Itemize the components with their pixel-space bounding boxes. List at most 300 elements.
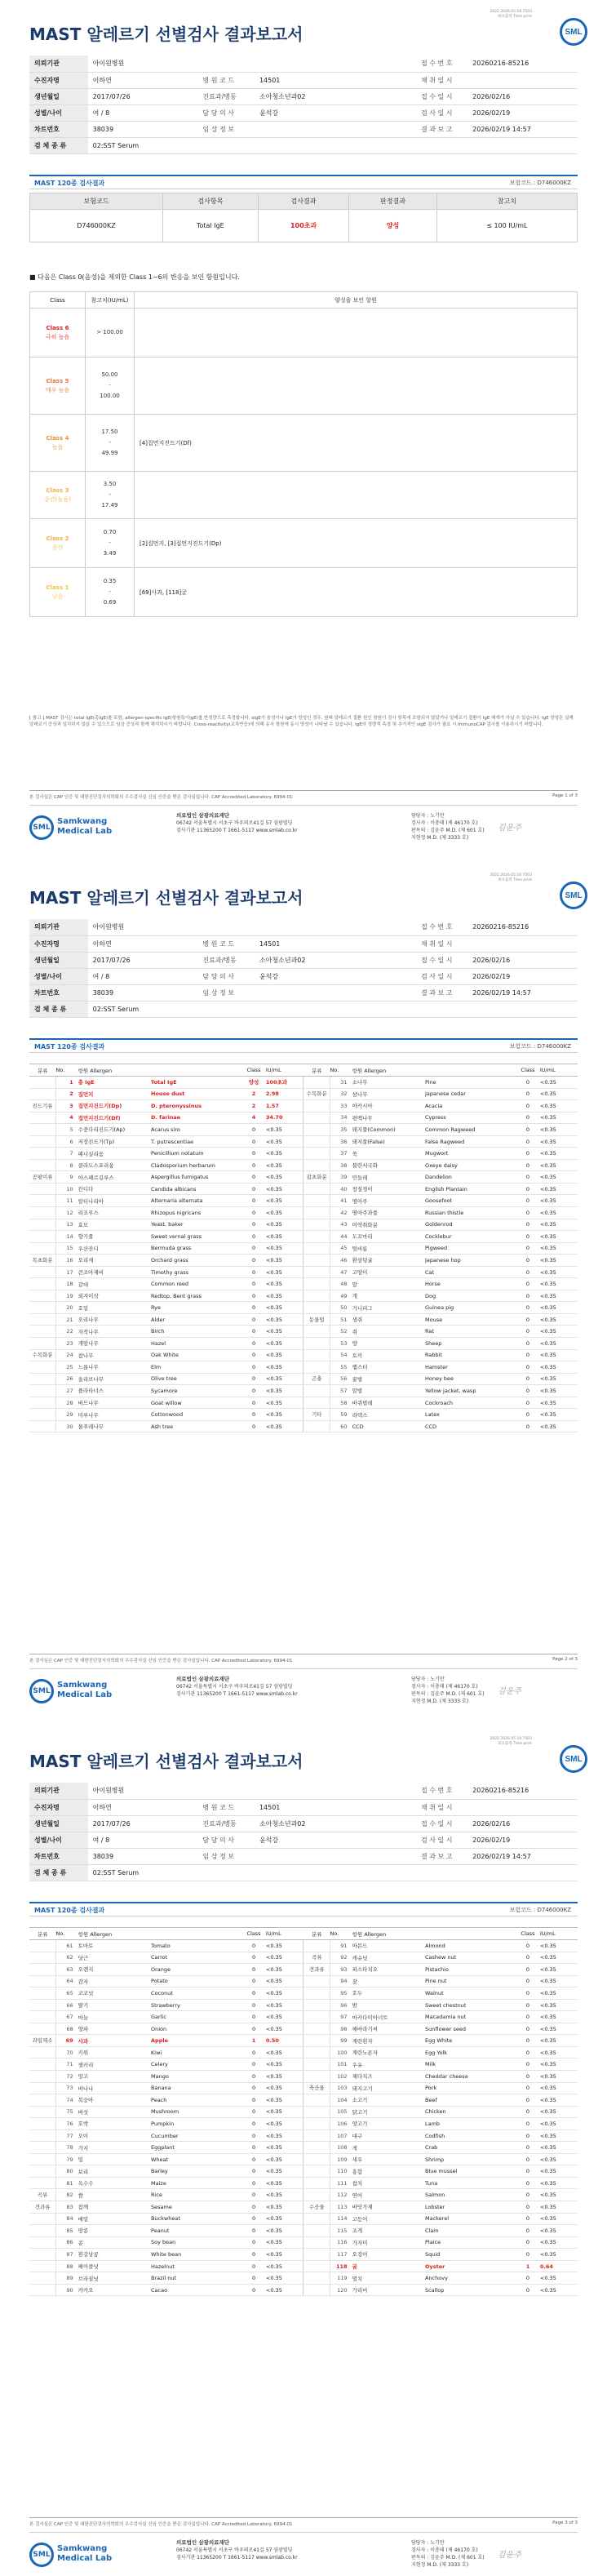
allergen-name-ko: 알터나리아 bbox=[78, 1195, 151, 1207]
info-k2: 진료과/병동 bbox=[197, 1815, 255, 1832]
sml-logo: SML bbox=[560, 18, 587, 46]
info-row bbox=[29, 1799, 578, 1815]
allergen-name-en: Salmon bbox=[425, 2189, 516, 2201]
allergen-row bbox=[29, 1975, 578, 1988]
info-k2 bbox=[197, 1001, 255, 1017]
report-page-3 bbox=[0, 1727, 607, 2576]
allergen-class: 0 bbox=[516, 2082, 540, 2094]
allergen-name-ko: 우유 bbox=[352, 2059, 425, 2071]
sml-logo: SML bbox=[560, 1745, 587, 1773]
allergen-row bbox=[29, 1278, 578, 1290]
info-v2 bbox=[255, 1864, 416, 1881]
allergen-row bbox=[29, 1255, 578, 1267]
col-header: 분류 bbox=[304, 1928, 330, 1940]
allergen-value: <0.35 bbox=[540, 2272, 578, 2285]
allergen-class: 0 bbox=[241, 1183, 266, 1195]
allergen-name-ko: 딸기 bbox=[78, 1999, 151, 2011]
info-k3: 검 사 일 시 bbox=[416, 104, 467, 121]
allergen-name-en: Cladosporium herbarum bbox=[151, 1159, 241, 1171]
allergen-row bbox=[29, 1148, 578, 1160]
allergen-class: 0 bbox=[516, 2177, 540, 2189]
allergen-no: 82 bbox=[56, 2189, 78, 2201]
allergen-no: 33 bbox=[330, 1100, 352, 1113]
allergen-no: 28 bbox=[56, 1397, 78, 1409]
allergen-value: <0.35 bbox=[266, 2011, 304, 2023]
allergen-no: 60 bbox=[330, 1420, 352, 1432]
allergen-group bbox=[29, 1148, 56, 1160]
allergen-name-en: Hazelnut bbox=[151, 2260, 241, 2272]
allergen-class: 0 bbox=[516, 1952, 540, 1964]
allergen-row bbox=[29, 1135, 578, 1148]
allergen-name-en: Sesame bbox=[151, 2201, 241, 2214]
allergen-no: 106 bbox=[330, 2118, 352, 2130]
info-k1: 수진자명 bbox=[29, 72, 88, 88]
allergen-name-en: Milk bbox=[425, 2059, 516, 2071]
allergen-group bbox=[29, 1219, 56, 1231]
allergen-group bbox=[29, 1952, 56, 1964]
class-label: Class 4 높음 bbox=[30, 415, 86, 472]
allergen-name-ko: 소고기 bbox=[352, 2094, 425, 2107]
col-header: 양성을 보인 항원 bbox=[135, 292, 578, 309]
col-header: 분류 bbox=[29, 1928, 56, 1940]
allergen-name-en: Wheat bbox=[151, 2153, 241, 2165]
allergen-group bbox=[304, 2165, 330, 2178]
allergen-value: <0.35 bbox=[540, 2236, 578, 2249]
info-v2 bbox=[255, 1783, 416, 1799]
allergen-no: 43 bbox=[330, 1219, 352, 1231]
allergen-row bbox=[29, 1183, 578, 1195]
allergen-group bbox=[304, 2260, 330, 2272]
allergen-name-en: Cypress bbox=[425, 1112, 516, 1124]
result-reference: ≤ 100 IU/mL bbox=[436, 210, 577, 242]
allergen-group bbox=[304, 1361, 330, 1374]
info-v1: 38039 bbox=[88, 984, 198, 1001]
allergen-name-ko: 우산잔디 bbox=[78, 1242, 151, 1255]
allergen-name-en: Goosefoot bbox=[425, 1195, 516, 1207]
allergen-name-en: Cat bbox=[425, 1266, 516, 1278]
allergen-no: 55 bbox=[330, 1361, 352, 1374]
allergen-name-ko: 가지 bbox=[78, 2142, 151, 2154]
info-v2 bbox=[255, 121, 416, 137]
allergen-name-en: Pumpkin bbox=[151, 2118, 241, 2130]
allergen-value: <0.35 bbox=[540, 1159, 578, 1171]
allergen-no: 37 bbox=[330, 1148, 352, 1160]
allergen-class: 0 bbox=[241, 1999, 266, 2011]
samkwang-logo: SML bbox=[29, 2543, 54, 2567]
allergen-class: 0 bbox=[241, 1420, 266, 1432]
allergen-name-ko: 오이 bbox=[78, 2130, 151, 2142]
info-k2 bbox=[197, 56, 255, 72]
result-cell: D746000KZ bbox=[30, 210, 163, 242]
allergen-name-en: Acarus siro bbox=[151, 1124, 241, 1136]
allergen-name-en: English Plantain bbox=[425, 1183, 516, 1195]
allergen-class: 0 bbox=[516, 1088, 540, 1100]
info-v2 bbox=[255, 137, 416, 153]
allergen-no: 102 bbox=[330, 2071, 352, 2083]
allergen-class: 0 bbox=[241, 2023, 266, 2035]
allergen-no: 40 bbox=[330, 1183, 352, 1195]
allergen-value: <0.35 bbox=[266, 1135, 304, 1148]
allergen-no: 9 bbox=[56, 1171, 78, 1184]
allergen-name-en: Aspergillus fumigatus bbox=[151, 1171, 241, 1184]
allergen-class: 0 bbox=[241, 1940, 266, 1952]
allergen-no: 72 bbox=[56, 2071, 78, 2083]
allergen-name-en: Pine nut bbox=[425, 1975, 516, 1988]
allergen-row bbox=[29, 2201, 578, 2214]
allergen-name-ko: 삼나무 bbox=[352, 1088, 425, 1100]
allergen-name-en: Rabbit bbox=[425, 1349, 516, 1361]
allergen-value: <0.35 bbox=[540, 2106, 578, 2118]
allergen-class: 0 bbox=[516, 1278, 540, 1290]
allergen-no: 113 bbox=[330, 2201, 352, 2214]
allergen-name-en: Redtop, Bent grass bbox=[151, 1290, 241, 1302]
allergen-class: 0 bbox=[516, 1266, 540, 1278]
allergen-name-ko: 창질경이 bbox=[352, 1183, 425, 1195]
allergen-name-en: Lamb bbox=[425, 2118, 516, 2130]
allergen-no: 25 bbox=[56, 1361, 78, 1374]
col-header: 검사항목 bbox=[162, 193, 258, 210]
section-title: MAST 120종 검사결과 bbox=[34, 1907, 105, 1914]
allergen-group bbox=[29, 1088, 56, 1100]
allergen-value: <0.35 bbox=[266, 2142, 304, 2154]
allergen-name-ko: 콩 bbox=[78, 2236, 151, 2249]
allergen-name-ko: 총 IgE bbox=[78, 1077, 151, 1089]
allergen-group bbox=[29, 1278, 56, 1290]
col-header: No. bbox=[330, 1928, 352, 1940]
allergen-name-en: Celery bbox=[151, 2059, 241, 2071]
allergen-name-ko: 쑥 bbox=[352, 1148, 425, 1160]
allergen-group bbox=[29, 1385, 56, 1397]
info-v1: 2017/07/26 bbox=[88, 952, 198, 968]
allergen-class: 0 bbox=[241, 2201, 266, 2214]
allergen-group bbox=[304, 2189, 330, 2201]
allergen-name-en: Cashew nut bbox=[425, 1952, 516, 1964]
allergen-class: 0 bbox=[241, 1207, 266, 1219]
allergen-value: 0.64 bbox=[540, 2260, 578, 2272]
info-v3: 2026/02/19 bbox=[467, 968, 578, 984]
allergen-class: 0 bbox=[241, 1338, 266, 1350]
info-k3: 검 사 일 시 bbox=[416, 1832, 467, 1848]
col-header: 분류 bbox=[304, 1064, 330, 1077]
allergen-class: 0 bbox=[241, 1302, 266, 1314]
report-page-1 bbox=[0, 0, 607, 849]
report-title: MAST 알레르기 선별검사 결과보고서 bbox=[29, 24, 304, 44]
allergen-name-ko: 말 bbox=[352, 1278, 425, 1290]
allergen-group bbox=[304, 1100, 330, 1113]
info-k2 bbox=[197, 1864, 255, 1881]
allergen-name-en: Beef bbox=[425, 2094, 516, 2107]
col-header: No. bbox=[56, 1064, 78, 1077]
allergen-value: <0.35 bbox=[266, 1385, 304, 1397]
allergen-name-ko: 돼지고기 bbox=[352, 2082, 425, 2094]
allergen-value: <0.35 bbox=[266, 1207, 304, 1219]
allergen-group bbox=[304, 1420, 330, 1432]
allergen-value: <0.35 bbox=[266, 2094, 304, 2107]
allergen-name-en: Honey bee bbox=[425, 1373, 516, 1385]
allergen-no: 5 bbox=[56, 1124, 78, 1136]
col-header: 분류 bbox=[29, 1064, 56, 1077]
allergen-value: <0.35 bbox=[266, 2118, 304, 2130]
lab-signers: 담당자 : 노기만 검사자 : 이충태 (제 46170 호) 판독의 : 김윤주 M.D. (제 601 호) 지현정 M.D. (제 3333 호) bbox=[411, 2540, 485, 2568]
allergen-class: 0 bbox=[241, 1135, 266, 1148]
allergen-value: <0.35 bbox=[540, 1373, 578, 1385]
allergen-class: 0 bbox=[516, 1338, 540, 1350]
allergen-name-en: Alder bbox=[151, 1313, 241, 1326]
allergen-name-ko: 호밀 bbox=[78, 1302, 151, 1314]
info-k3 bbox=[416, 1001, 467, 1017]
allergen-group bbox=[29, 1964, 56, 1976]
allergen-value: <0.35 bbox=[540, 2118, 578, 2130]
allergen-name-en: Oyster bbox=[425, 2260, 516, 2272]
allergen-group bbox=[304, 2071, 330, 2083]
col-header: No. bbox=[330, 1064, 352, 1077]
allergen-group bbox=[304, 1999, 330, 2011]
col-header bbox=[425, 1928, 516, 1940]
allergen-name-ko: 감자 bbox=[78, 1975, 151, 1988]
info-v2: 소아청소년과02 bbox=[255, 88, 416, 104]
allergen-name-ko: 코코넛 bbox=[78, 1988, 151, 2000]
allergen-no: 104 bbox=[330, 2094, 352, 2107]
allergen-name-en: Hamster bbox=[425, 1361, 516, 1374]
info-v2: 소아청소년과02 bbox=[255, 1815, 416, 1832]
allergen-value: <0.35 bbox=[266, 1148, 304, 1160]
allergen-class: 0 bbox=[516, 2106, 540, 2118]
allergen-name-ko: 브라질넛 bbox=[78, 2272, 151, 2285]
allergen-row bbox=[29, 2130, 578, 2142]
allergen-value: <0.35 bbox=[540, 1077, 578, 1089]
info-k2: 병 원 코 드 bbox=[197, 72, 255, 88]
allergen-no: 13 bbox=[56, 1219, 78, 1231]
allergen-group: 과일채소 bbox=[29, 2035, 56, 2047]
allergen-class: 0 bbox=[241, 2094, 266, 2107]
allergen-name-ko: 느릅나무 bbox=[78, 1361, 151, 1374]
allergen-class: 0 bbox=[241, 1409, 266, 1421]
allergen-class: 0 bbox=[516, 2035, 540, 2047]
info-k3: 결 과 보 고 bbox=[416, 1848, 467, 1864]
allergen-name-en: Pigweed bbox=[425, 1242, 516, 1255]
allergen-value: <0.35 bbox=[540, 1112, 578, 1124]
allergen-name-ko: 햄스터 bbox=[352, 1361, 425, 1374]
allergen-name-en: Egg White bbox=[425, 2035, 516, 2047]
allergen-value: <0.35 bbox=[266, 1255, 304, 1267]
allergen-name-en: Goat willow bbox=[151, 1397, 241, 1409]
allergen-name-en: Japanese hop bbox=[425, 1255, 516, 1267]
insurance-code: 보험코드 : D746000KZ bbox=[509, 180, 571, 186]
allergen-name-ko: 집먼지진드기(Df) bbox=[78, 1112, 151, 1124]
allergen-class: 0 bbox=[516, 1988, 540, 2000]
allergen-row bbox=[29, 2082, 578, 2094]
allergen-name-ko: 호두 bbox=[352, 1988, 425, 2000]
allergen-class: 0 bbox=[241, 2059, 266, 2071]
allergen-name-en: Rhizopus nigricans bbox=[151, 1207, 241, 1219]
allergen-group bbox=[29, 2177, 56, 2189]
allergen-no: 36 bbox=[330, 1135, 352, 1148]
allergen-name-ko: 미루나무 bbox=[78, 1409, 151, 1421]
allergen-no: 116 bbox=[330, 2236, 352, 2249]
allergen-no: 34 bbox=[330, 1112, 352, 1124]
allergen-name-ko: 대구 bbox=[352, 2130, 425, 2142]
allergen-no: 29 bbox=[56, 1409, 78, 1421]
allergen-group bbox=[29, 2236, 56, 2249]
info-k1: 수진자명 bbox=[29, 935, 88, 952]
info-k1: 의뢰기관 bbox=[29, 56, 88, 72]
allergen-name-en: Anchovy bbox=[425, 2272, 516, 2285]
allergen-name-ko: 꿀벌 bbox=[352, 1373, 425, 1385]
allergen-no: 27 bbox=[56, 1385, 78, 1397]
allergen-class: 0 bbox=[516, 1385, 540, 1397]
allergen-class: 0 bbox=[241, 2225, 266, 2237]
info-v3: 2026/02/16 bbox=[467, 952, 578, 968]
allergen-name-en: Timothy grass bbox=[151, 1266, 241, 1278]
allergen-no: 114 bbox=[330, 2213, 352, 2225]
allergen-class: 0 bbox=[516, 1964, 540, 1976]
allergen-no: 16 bbox=[56, 1255, 78, 1267]
allergen-group bbox=[29, 1409, 56, 1421]
lab-name: Samkwang Medical Lab bbox=[57, 2544, 113, 2563]
allergen-group bbox=[304, 1242, 330, 1255]
allergen-class: 0 bbox=[516, 2201, 540, 2214]
info-v1: 이하연 bbox=[88, 1799, 198, 1815]
allergen-row bbox=[29, 2236, 578, 2249]
allergen-name-ko: 오리나무 bbox=[78, 1313, 151, 1326]
allergen-name-ko: 자작나무 bbox=[78, 1326, 151, 1338]
info-k1: 성별/나이 bbox=[29, 104, 88, 121]
allergen-no: 101 bbox=[330, 2059, 352, 2071]
col-header: 항원 Allergen bbox=[352, 1064, 425, 1077]
allergen-row bbox=[29, 1207, 578, 1219]
allergen-value: <0.35 bbox=[540, 2130, 578, 2142]
allergen-group: 곡류 bbox=[304, 1952, 330, 1964]
allergen-class: 0 bbox=[241, 1278, 266, 1290]
allergen-value: 1.57 bbox=[266, 1100, 304, 1113]
info-k3: 채 취 일 시 bbox=[416, 72, 467, 88]
allergen-name-ko: 생쥐 bbox=[352, 1313, 425, 1326]
allergen-group bbox=[29, 2153, 56, 2165]
allergen-row bbox=[29, 1219, 578, 1231]
allergen-no: 18 bbox=[56, 1278, 78, 1290]
allergen-name-ko: 메밀 bbox=[78, 2213, 151, 2225]
class-label: Class 5 매우 높음 bbox=[30, 358, 86, 415]
allergen-value: <0.35 bbox=[266, 1361, 304, 1374]
allergen-name-ko: 아스페르길루스 bbox=[78, 1171, 151, 1184]
allergen-value: <0.35 bbox=[266, 1952, 304, 1964]
info-k1: 차트번호 bbox=[29, 121, 88, 137]
allergen-row bbox=[29, 1349, 578, 1361]
allergen-class: 0 bbox=[516, 2023, 540, 2035]
allergen-no: 6 bbox=[56, 1135, 78, 1148]
allergen-value: <0.35 bbox=[266, 2260, 304, 2272]
allergen-name-en: Goldenrod bbox=[425, 1219, 516, 1231]
allergen-class: 0 bbox=[516, 2213, 540, 2225]
allergen-class: 0 bbox=[516, 2118, 540, 2130]
allergen-name-ko: 마늘 bbox=[78, 2011, 151, 2023]
allergen-no: 92 bbox=[330, 1952, 352, 1964]
allergen-name-ko: 망고 bbox=[78, 2071, 151, 2083]
allergen-class: 0 bbox=[241, 2260, 266, 2272]
allergen-name-en: Garlic bbox=[151, 2011, 241, 2023]
info-k2 bbox=[197, 1783, 255, 1799]
allergen-no: 120 bbox=[330, 2284, 352, 2296]
allergen-value: <0.35 bbox=[540, 1231, 578, 1243]
result-judgement: 양성 bbox=[349, 210, 436, 242]
allergen-no: 103 bbox=[330, 2082, 352, 2094]
allergen-value: <0.35 bbox=[540, 1290, 578, 1302]
allergen-no: 83 bbox=[56, 2201, 78, 2214]
print-note: 2022.2026.05.18 7503 최초출력 Time print bbox=[490, 873, 532, 882]
col-header: 판정결과 bbox=[349, 193, 436, 210]
allergen-value: 2.98 bbox=[266, 1088, 304, 1100]
allergen-value: <0.35 bbox=[540, 1278, 578, 1290]
allergen-class: 0 bbox=[241, 2118, 266, 2130]
allergen-row bbox=[29, 2177, 578, 2189]
allergen-name-en: Crab bbox=[425, 2142, 516, 2154]
allergen-value: <0.35 bbox=[266, 1278, 304, 1290]
info-row bbox=[29, 1815, 578, 1832]
allergen-value: <0.35 bbox=[540, 1420, 578, 1432]
allergen-value: <0.35 bbox=[540, 1988, 578, 2000]
allergen-group bbox=[304, 1397, 330, 1409]
allergen-group: 견과류 bbox=[29, 2201, 56, 2214]
class-row bbox=[30, 415, 578, 472]
allergen-value: <0.35 bbox=[540, 2165, 578, 2178]
allergen-name-ko: 잣 bbox=[352, 1975, 425, 1988]
allergen-no: 7 bbox=[56, 1148, 78, 1160]
allergen-no: 84 bbox=[56, 2213, 78, 2225]
allergen-group bbox=[29, 1940, 56, 1952]
allergen-row bbox=[29, 2153, 578, 2165]
footer: 본 검사실은 CAP 인증 및 대한진단검사의학회의 우수검사실 신임 인증을 받은 검사실입니다. CAP Accredited Laboratory. 6994-01 Page 2 of 3 bbox=[29, 1654, 578, 1663]
allergen-class: 0 bbox=[241, 2236, 266, 2249]
allergen-group bbox=[29, 1302, 56, 1314]
allergen-class: 0 bbox=[516, 1112, 540, 1124]
allergen-name-en: T. putrescentiae bbox=[151, 1135, 241, 1148]
allergen-group bbox=[29, 2046, 56, 2059]
allergen-no: 78 bbox=[56, 2142, 78, 2154]
allergen-no: 79 bbox=[56, 2153, 78, 2165]
allergen-group bbox=[29, 1999, 56, 2011]
allergen-no: 75 bbox=[56, 2106, 78, 2118]
allergen-no: 44 bbox=[330, 1231, 352, 1243]
print-note: 2022.2026.05.18 7503 최초출력 Time print bbox=[490, 1737, 532, 1746]
allergen-class: 0 bbox=[241, 2153, 266, 2165]
allergen-table bbox=[29, 1064, 578, 1432]
info-v3: 2026/02/16 bbox=[467, 1815, 578, 1832]
allergen-value: <0.35 bbox=[266, 1988, 304, 2000]
allergen-no: 51 bbox=[330, 1313, 352, 1326]
section-title: MAST 120종 검사결과 bbox=[34, 180, 105, 187]
allergen-group bbox=[29, 2118, 56, 2130]
allergen-name-ko: 양파 bbox=[78, 2023, 151, 2035]
allergen-group bbox=[304, 1077, 330, 1089]
allergen-row bbox=[29, 1112, 578, 1124]
allergen-no: 74 bbox=[56, 2094, 78, 2107]
allergen-no: 48 bbox=[330, 1278, 352, 1290]
allergen-group bbox=[304, 2059, 330, 2071]
allergen-class: 0 bbox=[516, 2165, 540, 2178]
allergen-value: <0.35 bbox=[540, 1975, 578, 1988]
allergen-name-ko: 효모 bbox=[78, 1219, 151, 1231]
allergen-group bbox=[29, 2260, 56, 2272]
allergen-no: 100 bbox=[330, 2046, 352, 2059]
info-k3: 접 수 일 시 bbox=[416, 952, 467, 968]
allergen-name-en: Maize bbox=[151, 2177, 241, 2189]
allergen-group bbox=[304, 1975, 330, 1988]
allergen-class: 양성 bbox=[241, 1077, 266, 1089]
info-v3: 2026/02/19 bbox=[467, 1832, 578, 1848]
allergen-name-en: Bermuda grass bbox=[151, 1242, 241, 1255]
allergen-name-en: Pistachio bbox=[425, 1964, 516, 1976]
allergen-value: <0.35 bbox=[540, 2094, 578, 2107]
